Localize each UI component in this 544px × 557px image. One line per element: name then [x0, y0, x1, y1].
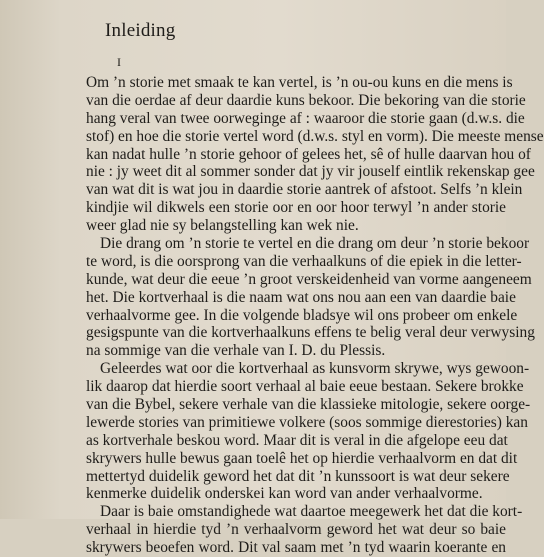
text-line: kan nadat hulle ’n storie gehoor of gelees het, sê of hulle daarvan hou of	[86, 145, 531, 163]
text-line: van wat dit is wat jou in daardie storie aantrek of afstoot. Selfs ’n klein	[86, 181, 523, 199]
text-line: van die oerdae af deur daardie kuns bekoor. Die bekoring van die storie	[86, 91, 526, 109]
paragraph-1	[86, 74, 544, 235]
body-text	[86, 74, 544, 557]
text-line: skrywers hulle bewus gaan toelê het op hierdie verhaalvorm en dat dit	[86, 449, 518, 467]
text-line: stof) en hoe die storie vertel word (d.w.s. styl en vorm). Die meeste mense	[86, 127, 544, 145]
text-line: nie : jy weet dit al sommer sonder dat jy vir jouself eintlik rekenskap gee	[86, 163, 535, 181]
text-line: na sommige van die verhale van I. D. du Plessis.	[86, 342, 386, 360]
text-line: Die drang om ’n storie te vertel en die drang om deur ’n storie bekoor	[100, 235, 530, 253]
text-line: lewerde stories van primitiewe volkere (soos sommige dierestories) kan	[86, 413, 528, 431]
text-line: van die Bybel, sekere verhale van die klassieke mitologie, sekere oorge-	[86, 396, 531, 414]
section-number: I	[117, 55, 121, 69]
chapter-title: Inleiding	[105, 20, 176, 41]
text-line: weer glad nie sy belangstelling kan wek nie.	[86, 217, 359, 235]
paragraph-4	[86, 503, 523, 557]
text-line: skrywers beoefen word. Dit val saam met ’n tyd waarin koerante en	[86, 539, 506, 557]
text-line: Om ’n storie met smaak te kan vertel, is ’n ou-ou kuns en die mens is	[86, 74, 513, 91]
text-line: te word, is die oorsprong van die verhaalkuns of die epiek in die letter-	[86, 252, 522, 270]
text-line: kenmerke duidelik onderskei kan word van ander verhaalvorme.	[86, 485, 483, 503]
text-line: mettertyd duidelik geword het dat dit ’n kunssoort is wat deur sekere	[86, 467, 510, 485]
text-line: kindjie wil dikwels een storie oor en oor hoor terwyl ’n ander storie	[86, 199, 506, 217]
text-line: het. Die kortverhaal is die naam wat ons nou aan een van daardie baie	[86, 288, 516, 306]
text-line: Geleerdes wat oor die kortverhaal as kunsvorm skrywe, wys gewoon-	[100, 360, 530, 378]
text-line: hang veral van twee oorweginge af : waaroor die storie gaan (d.w.s. die	[86, 109, 525, 127]
text-line: lik daarop dat hierdie soort verhaal al baie eeue bestaan. Sekere brokke	[86, 378, 524, 396]
text-line: kunde, wat deur die eeue ’n groot verskeidenheid van vorme aangeneem	[86, 270, 532, 288]
paragraph-2	[86, 235, 535, 360]
text-line: gesigspunte van die kortverhaalkuns effens te belig veral deur verwysing	[86, 324, 535, 342]
text-line: as kortverhale beskou word. Maar dit is veral in die afgelope eeu dat	[86, 431, 508, 449]
text-line: verhaal in hierdie tyd ’n verhaalvorm geword het wat deur so baie	[86, 521, 506, 539]
paragraph-3	[86, 360, 531, 503]
text-line: Daar is baie omstandighede wat daartoe meegewerk het dat die kort-	[100, 503, 523, 521]
text-line: verhaalvorme gee. In die volgende bladsye wil ons probeer om enkele	[86, 306, 518, 324]
